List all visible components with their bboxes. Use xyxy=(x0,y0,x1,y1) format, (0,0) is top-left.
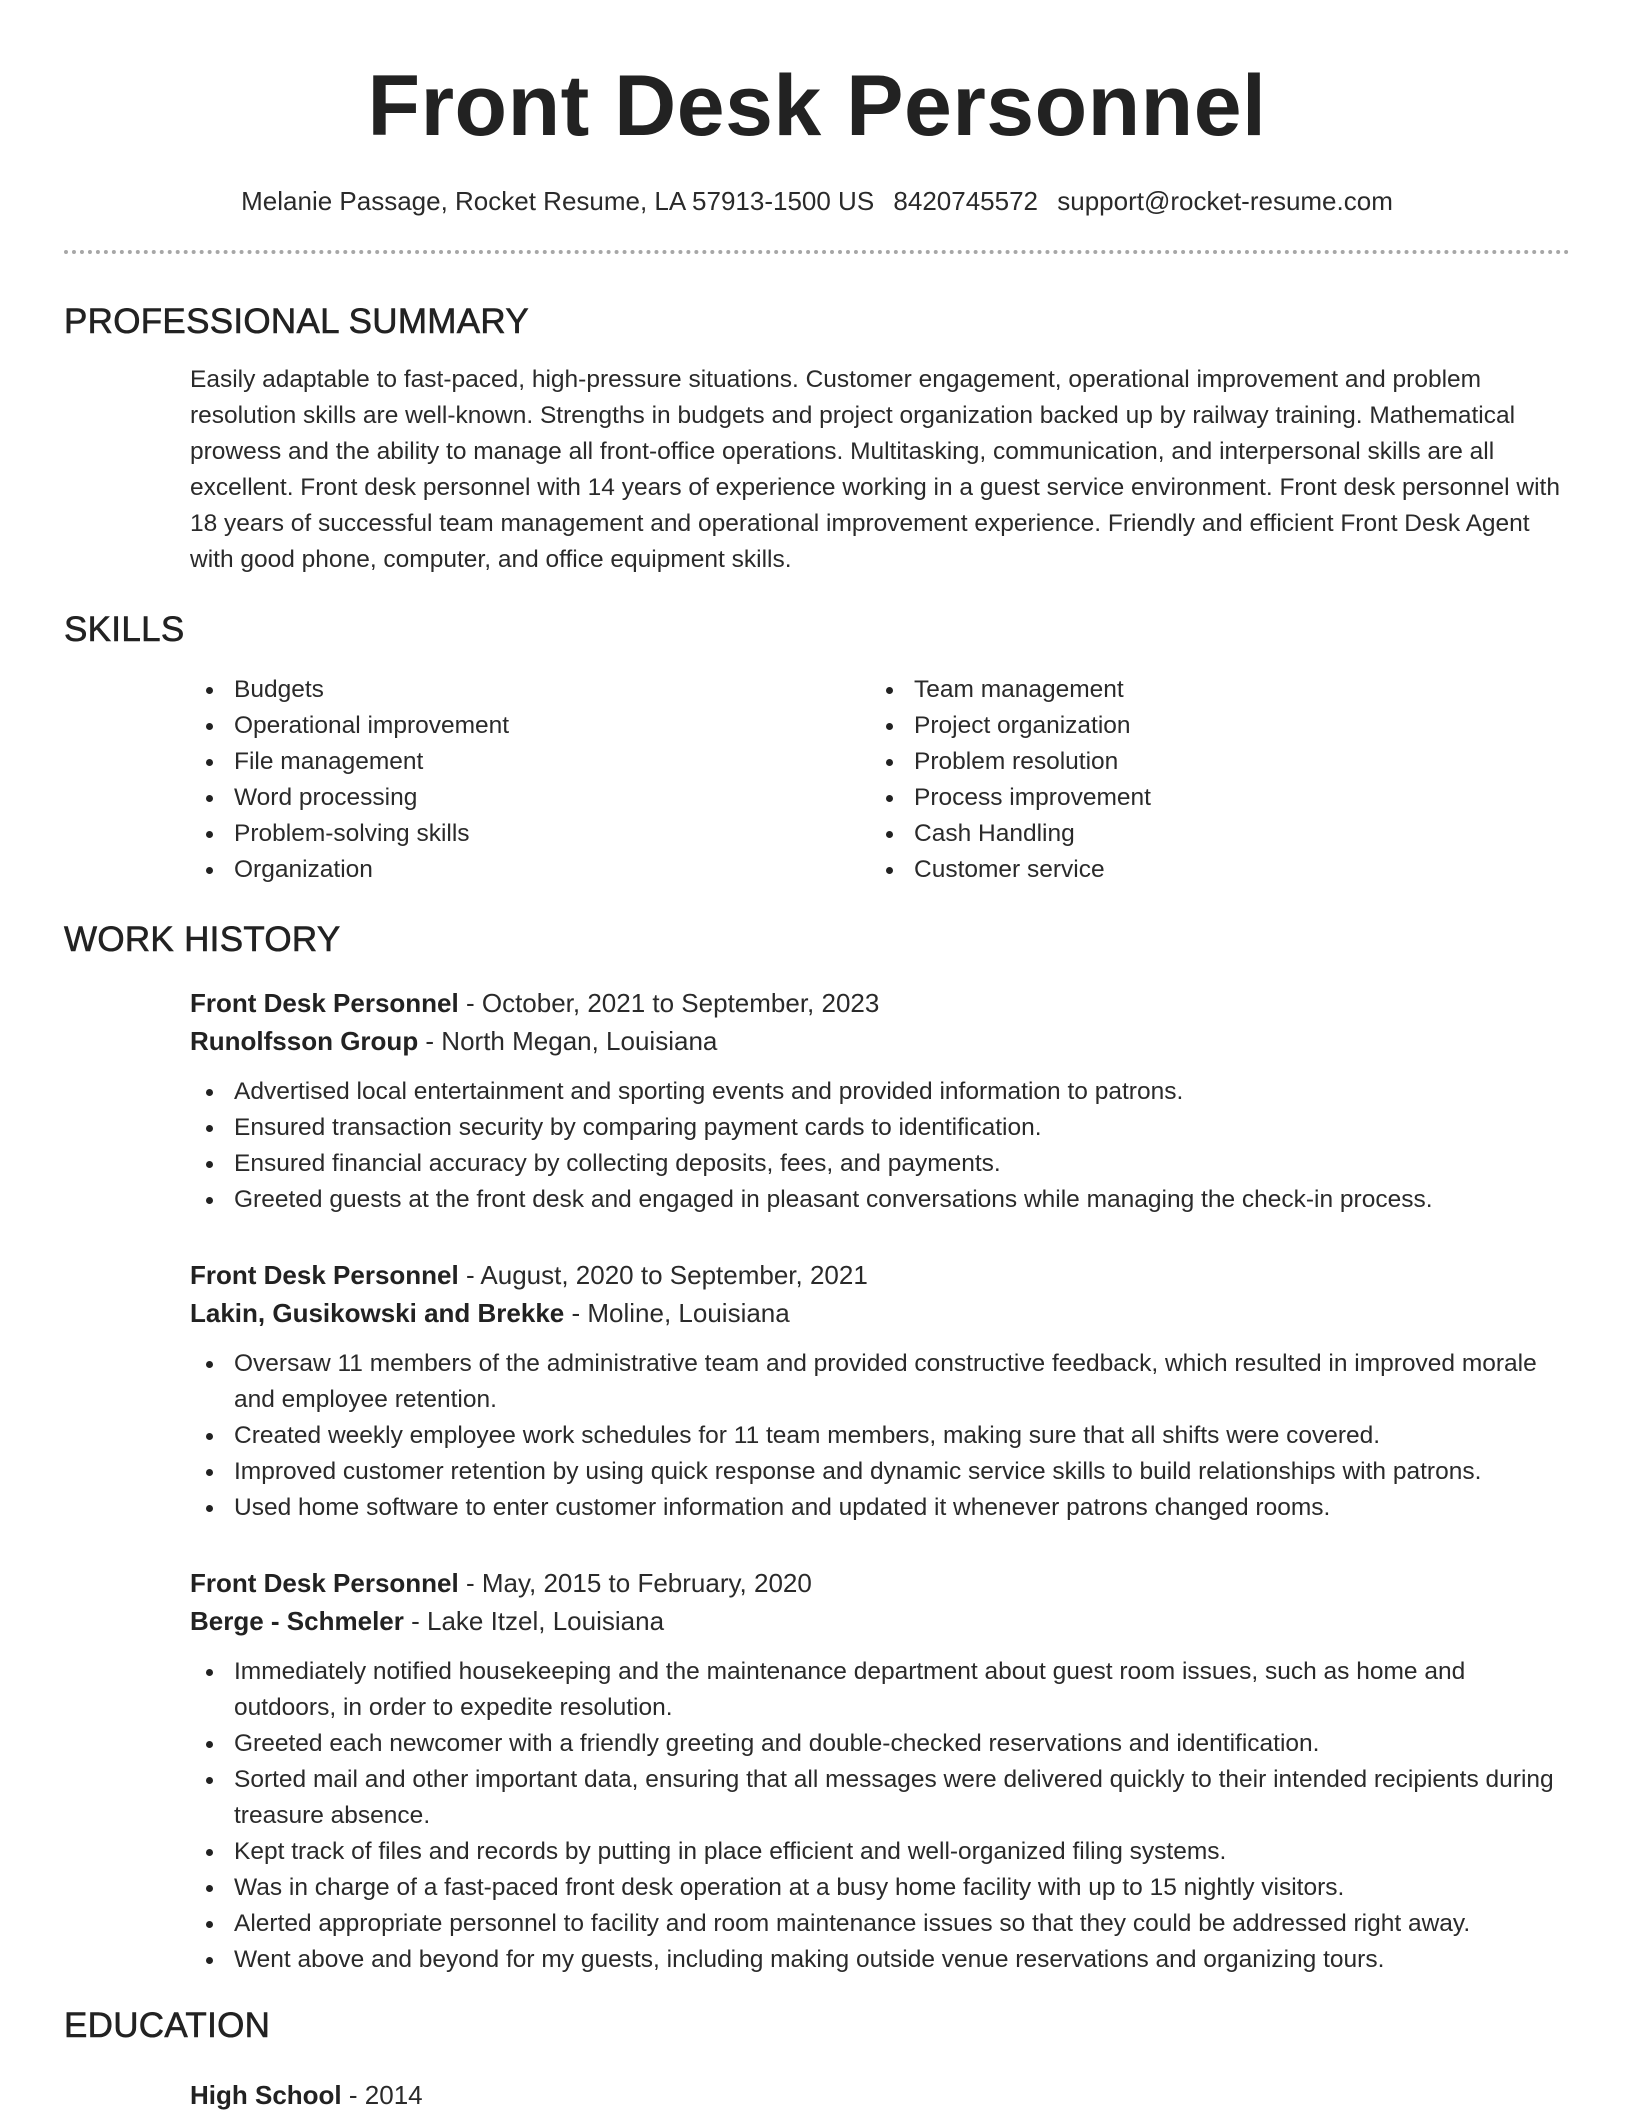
job-duty: Was in charge of a fast-paced front desk operation at a busy home facility with up to 15 nightly visitors. xyxy=(190,1870,1570,1906)
resume-page xyxy=(64,0,1570,2112)
job-entry xyxy=(190,1564,1570,1978)
job-duties xyxy=(64,1074,1570,1218)
job-location: - North Megan, Louisiana xyxy=(418,1026,718,1056)
job-duty: Sorted mail and other important data, ensuring that all messages were delivered quickly to their intended recipients during treasure absence. xyxy=(190,1762,1570,1834)
job-role: Front Desk Personnel xyxy=(190,1260,459,1290)
contact-line xyxy=(64,184,1570,218)
skill-item: Problem-solving skills xyxy=(190,816,870,852)
skill-item: Problem resolution xyxy=(870,744,1550,780)
job-dates: - August, 2020 to September, 2021 xyxy=(458,1260,868,1290)
education-entry xyxy=(190,2076,1570,2112)
job-entry xyxy=(190,1256,1570,1526)
education-degree: High School xyxy=(190,2080,342,2110)
job-duty: Ensured transaction security by comparing payment cards to identification. xyxy=(190,1110,1570,1146)
job-title-line xyxy=(190,1256,1570,1294)
job-duty: Immediately notified housekeeping and the maintenance department about guest room issues, such as home and outdoors, in order to expedite resolution. xyxy=(190,1654,1570,1726)
job-company-line xyxy=(190,1602,1570,1640)
job-company-line xyxy=(190,1022,1570,1060)
job-duty: Greeted each newcomer with a friendly greeting and double-checked reservations and identification. xyxy=(190,1726,1570,1762)
job-location: - Moline, Louisiana xyxy=(564,1298,790,1328)
job-duty: Used home software to enter customer information and updated it whenever patrons changed rooms. xyxy=(190,1490,1570,1526)
skills-list xyxy=(190,672,1570,888)
education-year: - 2014 xyxy=(341,2080,423,2110)
skill-item: File management xyxy=(190,744,870,780)
skills-heading: SKILLS xyxy=(64,610,185,649)
job-dates: - May, 2015 to February, 2020 xyxy=(458,1568,812,1598)
job-duty: Greeted guests at the front desk and engaged in pleasant conversations while managing the check-in process. xyxy=(190,1182,1570,1218)
job-role: Front Desk Personnel xyxy=(190,988,459,1018)
job-dates: - October, 2021 to September, 2023 xyxy=(458,988,880,1018)
job-duty: Went above and beyond for my guests, including making outside venue reservations and organizing tours. xyxy=(190,1942,1570,1978)
skill-item: Team management xyxy=(870,672,1550,708)
job-duty: Advertised local entertainment and sporting events and provided information to patrons. xyxy=(190,1074,1570,1110)
job-duties xyxy=(64,1654,1570,1978)
job-duty: Created weekly employee work schedules for 11 team members, making sure that all shifts were covered. xyxy=(190,1418,1570,1454)
job-role: Front Desk Personnel xyxy=(190,1568,459,1598)
skill-item: Customer service xyxy=(870,852,1550,888)
summary-text: Easily adaptable to fast-paced, high-pressure situations. Customer engagement, operational improvement and problem resolution skills are well-known. Strengths in budgets and project organization backed up by railway training. Mathematical prowess and the ability to manage all front-office operations. Multitasking, communication, and interpersonal skills are all excellent. Front desk personnel with 14 years of experience working in a guest service environment. Front desk personnel with 18 years of successful team management and operational improvement experience. Friendly and efficient Front Desk Agent with good phone, computer, and office equipment skills. xyxy=(190,366,1560,573)
job-title-line xyxy=(190,1564,1570,1602)
job-company: Berge - Schmeler xyxy=(190,1606,404,1636)
job-title-line xyxy=(190,984,1570,1022)
skills-column-right xyxy=(870,672,1550,888)
job-duty: Kept track of files and records by putting in place efficient and well-organized filing systems. xyxy=(190,1834,1570,1870)
job-duty: Improved customer retention by using quick response and dynamic service skills to build relationships with patrons. xyxy=(190,1454,1570,1490)
skills-column-left xyxy=(190,672,870,888)
job-duty: Oversaw 11 members of the administrative team and provided constructive feedback, which resulted in improved morale and employee retention. xyxy=(190,1346,1570,1418)
job-location: - Lake Itzel, Louisiana xyxy=(403,1606,665,1636)
education-heading: EDUCATION xyxy=(64,2006,271,2045)
skill-item: Budgets xyxy=(190,672,870,708)
skill-item: Organization xyxy=(190,852,870,888)
job-duty: Ensured financial accuracy by collecting deposits, fees, and payments. xyxy=(190,1146,1570,1182)
job-company: Runolfsson Group xyxy=(190,1026,419,1056)
job-company-line xyxy=(190,1294,1570,1332)
job-entry xyxy=(190,984,1570,1218)
header-divider xyxy=(64,250,1570,254)
skill-item: Operational improvement xyxy=(190,708,870,744)
summary-heading: PROFESSIONAL SUMMARY xyxy=(64,302,529,341)
job-duty: Alerted appropriate personnel to facility and room maintenance issues so that they could be addressed right away. xyxy=(190,1906,1570,1942)
job-company: Lakin, Gusikowski and Brekke xyxy=(190,1298,565,1328)
skill-item: Project organization xyxy=(870,708,1550,744)
contact-phone: 8420745572 xyxy=(893,186,1039,216)
contact-email: support@rocket-resume.com xyxy=(1057,186,1393,216)
contact-address: Melanie Passage, Rocket Resume, LA 57913-1500 US xyxy=(241,186,875,216)
job-duties xyxy=(64,1346,1570,1526)
resume-name: Front Desk Personnel xyxy=(367,58,1267,154)
work-history-heading: WORK HISTORY xyxy=(64,920,341,959)
skill-item: Process improvement xyxy=(870,780,1550,816)
skill-item: Word processing xyxy=(190,780,870,816)
skill-item: Cash Handling xyxy=(870,816,1550,852)
